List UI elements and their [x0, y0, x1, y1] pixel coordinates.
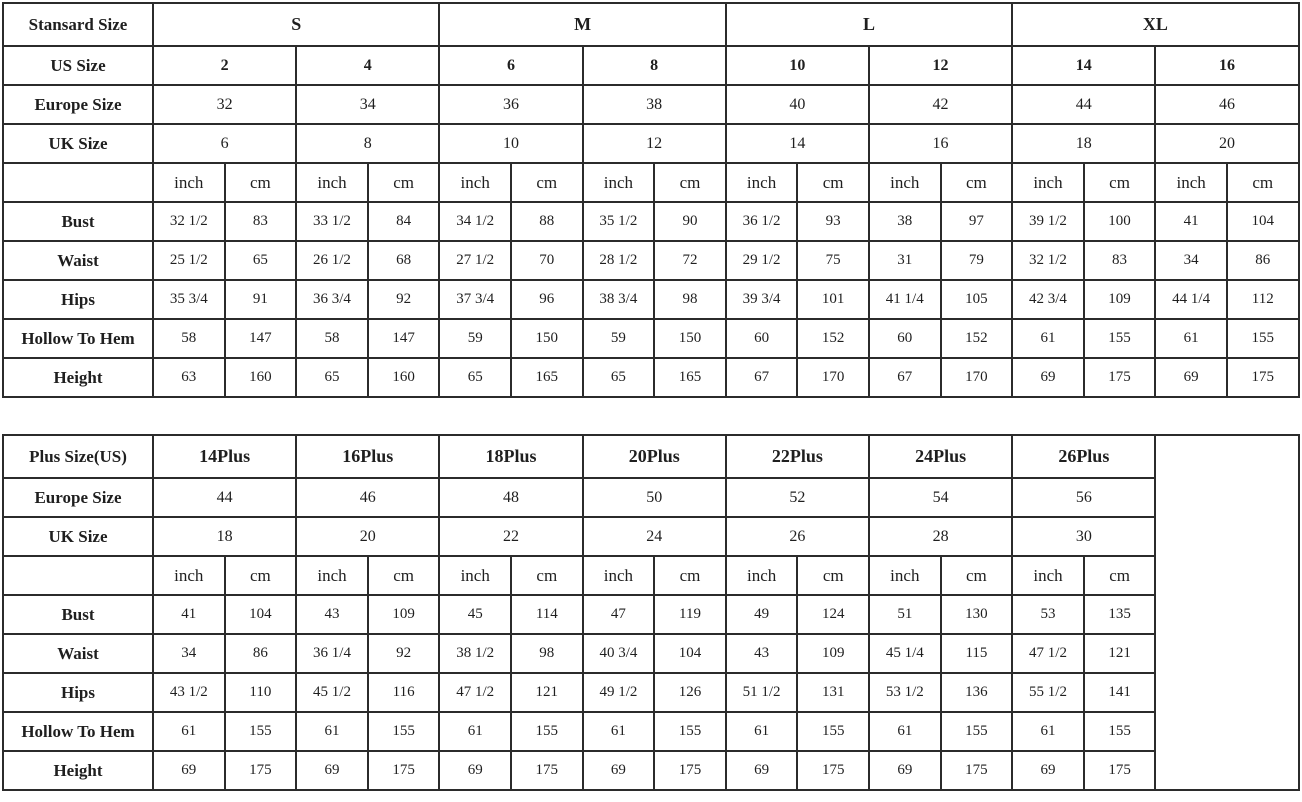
unit-inch-cell: inch	[153, 163, 225, 202]
measure-value-cell: 61	[869, 712, 941, 751]
measure-value-cell: 63	[153, 358, 225, 397]
size-value-cell: 36	[439, 85, 582, 124]
unit-cm-cell: cm	[511, 556, 583, 595]
table-title-cell: Plus Size(US)	[3, 435, 153, 478]
measure-row	[3, 634, 1299, 673]
measure-value-cell: 112	[1227, 280, 1299, 319]
size-value-cell: 8	[583, 46, 726, 85]
group-header-cell: S	[153, 3, 439, 46]
group-header-cell: 16Plus	[296, 435, 439, 478]
measure-value-cell: 53	[1012, 595, 1084, 634]
unit-inch-cell: inch	[726, 163, 798, 202]
plus-size-table	[2, 434, 1300, 791]
measure-value-cell: 93	[797, 202, 869, 241]
size-value-cell: 44	[1012, 85, 1155, 124]
measure-value-cell: 59	[583, 319, 655, 358]
measure-value-cell: 37 3/4	[439, 280, 511, 319]
measure-value-cell: 69	[1012, 358, 1084, 397]
measure-value-cell: 98	[654, 280, 726, 319]
measure-value-cell: 155	[797, 712, 869, 751]
measure-value-cell: 53 1/2	[869, 673, 941, 712]
size-value-cell: 10	[726, 46, 869, 85]
size-value-cell: 46	[296, 478, 439, 517]
measure-row	[3, 712, 1299, 751]
measure-value-cell: 42 3/4	[1012, 280, 1084, 319]
size-row	[3, 517, 1299, 556]
measure-value-cell: 39 1/2	[1012, 202, 1084, 241]
measure-value-cell: 31	[869, 241, 941, 280]
measure-value-cell: 170	[797, 358, 869, 397]
plus-table-body	[3, 435, 1299, 790]
unit-cm-cell: cm	[654, 163, 726, 202]
measure-value-cell: 51	[869, 595, 941, 634]
group-header-cell: 14Plus	[153, 435, 296, 478]
measure-value-cell: 175	[797, 751, 869, 790]
unit-inch-cell: inch	[869, 163, 941, 202]
measure-value-cell: 175	[1084, 751, 1156, 790]
row-label-cell: UK Size	[3, 517, 153, 556]
measure-value-cell: 29 1/2	[726, 241, 798, 280]
size-value-cell: 6	[439, 46, 582, 85]
measure-value-cell: 160	[368, 358, 440, 397]
measure-value-cell: 51 1/2	[726, 673, 798, 712]
unit-inch-cell: inch	[726, 556, 798, 595]
measure-value-cell: 92	[368, 634, 440, 673]
row-label-cell: Europe Size	[3, 85, 153, 124]
size-value-cell: 42	[869, 85, 1012, 124]
group-header-row	[3, 3, 1299, 46]
measure-value-cell: 49	[726, 595, 798, 634]
measure-value-cell: 165	[511, 358, 583, 397]
measure-value-cell: 175	[1227, 358, 1299, 397]
measure-value-cell: 38 3/4	[583, 280, 655, 319]
row-label-cell: Bust	[3, 202, 153, 241]
measure-row	[3, 319, 1299, 358]
measure-value-cell: 155	[654, 712, 726, 751]
measure-value-cell: 36 3/4	[296, 280, 368, 319]
measure-value-cell: 160	[225, 358, 297, 397]
measure-value-cell: 98	[511, 634, 583, 673]
measure-value-cell: 104	[225, 595, 297, 634]
group-header-cell: M	[439, 3, 725, 46]
unit-cm-cell: cm	[225, 163, 297, 202]
measure-value-cell: 121	[1084, 634, 1156, 673]
measure-value-cell: 175	[511, 751, 583, 790]
group-header-cell: 26Plus	[1012, 435, 1155, 478]
unit-cm-cell: cm	[1227, 163, 1299, 202]
measure-value-cell: 79	[941, 241, 1013, 280]
size-value-cell: 14	[1012, 46, 1155, 85]
measure-value-cell: 100	[1084, 202, 1156, 241]
unit-row	[3, 556, 1299, 595]
measure-value-cell: 68	[368, 241, 440, 280]
measure-value-cell: 86	[225, 634, 297, 673]
measure-value-cell: 69	[1012, 751, 1084, 790]
unit-cm-cell: cm	[1084, 556, 1156, 595]
measure-value-cell: 47	[583, 595, 655, 634]
measure-value-cell: 83	[1084, 241, 1156, 280]
group-header-cell: 24Plus	[869, 435, 1012, 478]
unit-inch-cell: inch	[583, 556, 655, 595]
size-value-cell: 20	[1155, 124, 1298, 163]
size-value-cell: 50	[583, 478, 726, 517]
unit-row	[3, 163, 1299, 202]
size-value-cell: 14	[726, 124, 869, 163]
unit-inch-cell: inch	[869, 556, 941, 595]
row-label-cell: Hollow To Hem	[3, 712, 153, 751]
unit-inch-cell: inch	[296, 163, 368, 202]
measure-value-cell: 26 1/2	[296, 241, 368, 280]
measure-value-cell: 84	[368, 202, 440, 241]
size-value-cell: 38	[583, 85, 726, 124]
row-label-cell: Waist	[3, 634, 153, 673]
measure-value-cell: 43 1/2	[153, 673, 225, 712]
standard-size-table	[2, 2, 1300, 398]
size-value-cell: 30	[1012, 517, 1155, 556]
measure-value-cell: 97	[941, 202, 1013, 241]
unit-cm-cell: cm	[797, 556, 869, 595]
measure-value-cell: 40 3/4	[583, 634, 655, 673]
table-title-cell: Stansard Size	[3, 3, 153, 46]
measure-value-cell: 65	[225, 241, 297, 280]
measure-value-cell: 36 1/4	[296, 634, 368, 673]
measure-value-cell: 39 3/4	[726, 280, 798, 319]
unit-inch-cell: inch	[583, 163, 655, 202]
row-label-cell: Waist	[3, 241, 153, 280]
measure-value-cell: 43	[296, 595, 368, 634]
measure-value-cell: 92	[368, 280, 440, 319]
measure-value-cell: 88	[511, 202, 583, 241]
size-value-cell: 52	[726, 478, 869, 517]
measure-value-cell: 135	[1084, 595, 1156, 634]
measure-value-cell: 67	[726, 358, 798, 397]
measure-value-cell: 110	[225, 673, 297, 712]
group-header-cell: 20Plus	[583, 435, 726, 478]
unit-cm-cell: cm	[511, 163, 583, 202]
size-value-cell: 16	[869, 124, 1012, 163]
measure-value-cell: 104	[654, 634, 726, 673]
measure-value-cell: 61	[439, 712, 511, 751]
measure-value-cell: 69	[153, 751, 225, 790]
group-header-cell: 22Plus	[726, 435, 869, 478]
size-value-cell: 2	[153, 46, 296, 85]
unit-inch-cell: inch	[296, 556, 368, 595]
measure-row	[3, 673, 1299, 712]
size-value-cell: 32	[153, 85, 296, 124]
measure-value-cell: 32 1/2	[1012, 241, 1084, 280]
measure-row	[3, 751, 1299, 790]
unit-inch-cell: inch	[153, 556, 225, 595]
measure-value-cell: 141	[1084, 673, 1156, 712]
measure-value-cell: 147	[368, 319, 440, 358]
measure-value-cell: 61	[153, 712, 225, 751]
measure-value-cell: 155	[1227, 319, 1299, 358]
measure-value-cell: 58	[296, 319, 368, 358]
measure-value-cell: 152	[941, 319, 1013, 358]
measure-value-cell: 114	[511, 595, 583, 634]
row-label-cell: UK Size	[3, 124, 153, 163]
row-label-cell: Bust	[3, 595, 153, 634]
group-header-cell: L	[726, 3, 1012, 46]
measure-row	[3, 202, 1299, 241]
measure-value-cell: 38	[869, 202, 941, 241]
size-value-cell: 48	[439, 478, 582, 517]
measure-value-cell: 60	[726, 319, 798, 358]
unit-inch-cell: inch	[439, 556, 511, 595]
measure-value-cell: 96	[511, 280, 583, 319]
size-value-cell: 22	[439, 517, 582, 556]
size-value-cell: 34	[296, 85, 439, 124]
measure-value-cell: 69	[296, 751, 368, 790]
row-label-cell: Height	[3, 358, 153, 397]
measure-value-cell: 116	[368, 673, 440, 712]
size-value-cell: 24	[583, 517, 726, 556]
measure-value-cell: 27 1/2	[439, 241, 511, 280]
measure-value-cell: 61	[296, 712, 368, 751]
row-label-cell: Europe Size	[3, 478, 153, 517]
measure-row	[3, 595, 1299, 634]
measure-value-cell: 91	[225, 280, 297, 319]
measure-row	[3, 280, 1299, 319]
group-header-cell: XL	[1012, 3, 1298, 46]
measure-value-cell: 150	[654, 319, 726, 358]
row-label-cell: Hollow To Hem	[3, 319, 153, 358]
measure-value-cell: 136	[941, 673, 1013, 712]
measure-value-cell: 155	[225, 712, 297, 751]
unit-cm-cell: cm	[941, 163, 1013, 202]
measure-value-cell: 69	[726, 751, 798, 790]
size-value-cell: 44	[153, 478, 296, 517]
measure-value-cell: 61	[583, 712, 655, 751]
measure-value-cell: 34	[1155, 241, 1227, 280]
size-value-cell: 56	[1012, 478, 1155, 517]
measure-row	[3, 241, 1299, 280]
size-value-cell: 16	[1155, 46, 1298, 85]
size-value-cell: 18	[153, 517, 296, 556]
measure-value-cell: 130	[941, 595, 1013, 634]
measure-value-cell: 65	[583, 358, 655, 397]
empty-cell	[1155, 435, 1298, 790]
unit-inch-cell: inch	[1012, 556, 1084, 595]
measure-value-cell: 119	[654, 595, 726, 634]
unit-cm-cell: cm	[1084, 163, 1156, 202]
size-value-cell: 12	[583, 124, 726, 163]
measure-value-cell: 67	[869, 358, 941, 397]
measure-value-cell: 175	[941, 751, 1013, 790]
measure-value-cell: 35 1/2	[583, 202, 655, 241]
measure-value-cell: 152	[797, 319, 869, 358]
measure-value-cell: 69	[1155, 358, 1227, 397]
measure-value-cell: 105	[941, 280, 1013, 319]
standard-table-body	[3, 3, 1299, 397]
measure-value-cell: 41	[153, 595, 225, 634]
measure-value-cell: 70	[511, 241, 583, 280]
size-value-cell: 40	[726, 85, 869, 124]
measure-value-cell: 104	[1227, 202, 1299, 241]
size-row	[3, 124, 1299, 163]
measure-value-cell: 69	[583, 751, 655, 790]
unit-cm-cell: cm	[654, 556, 726, 595]
measure-value-cell: 41	[1155, 202, 1227, 241]
size-value-cell: 20	[296, 517, 439, 556]
measure-value-cell: 109	[797, 634, 869, 673]
measure-value-cell: 61	[1012, 712, 1084, 751]
size-value-cell: 46	[1155, 85, 1298, 124]
measure-value-cell: 45 1/4	[869, 634, 941, 673]
measure-value-cell: 155	[1084, 712, 1156, 751]
measure-value-cell: 38 1/2	[439, 634, 511, 673]
unit-cm-cell: cm	[368, 163, 440, 202]
measure-value-cell: 175	[1084, 358, 1156, 397]
measure-value-cell: 101	[797, 280, 869, 319]
measure-value-cell: 59	[439, 319, 511, 358]
size-value-cell: 6	[153, 124, 296, 163]
measure-value-cell: 75	[797, 241, 869, 280]
measure-value-cell: 61	[726, 712, 798, 751]
measure-value-cell: 155	[511, 712, 583, 751]
measure-value-cell: 65	[296, 358, 368, 397]
measure-value-cell: 83	[225, 202, 297, 241]
measure-value-cell: 175	[225, 751, 297, 790]
measure-value-cell: 55 1/2	[1012, 673, 1084, 712]
measure-value-cell: 131	[797, 673, 869, 712]
row-label-cell: Hips	[3, 280, 153, 319]
measure-value-cell: 115	[941, 634, 1013, 673]
measure-value-cell: 25 1/2	[153, 241, 225, 280]
measure-value-cell: 126	[654, 673, 726, 712]
measure-value-cell: 86	[1227, 241, 1299, 280]
blank-label-cell	[3, 163, 153, 202]
measure-value-cell: 155	[941, 712, 1013, 751]
measure-value-cell: 43	[726, 634, 798, 673]
size-value-cell: 4	[296, 46, 439, 85]
size-value-cell: 54	[869, 478, 1012, 517]
size-value-cell: 12	[869, 46, 1012, 85]
measure-value-cell: 34 1/2	[439, 202, 511, 241]
group-header-cell: 18Plus	[439, 435, 582, 478]
measure-value-cell: 35 3/4	[153, 280, 225, 319]
measure-value-cell: 155	[1084, 319, 1156, 358]
measure-value-cell: 121	[511, 673, 583, 712]
measure-value-cell: 45	[439, 595, 511, 634]
size-row	[3, 46, 1299, 85]
blank-label-cell	[3, 556, 153, 595]
measure-row	[3, 358, 1299, 397]
measure-value-cell: 109	[368, 595, 440, 634]
measure-value-cell: 175	[368, 751, 440, 790]
measure-value-cell: 49 1/2	[583, 673, 655, 712]
measure-value-cell: 44 1/4	[1155, 280, 1227, 319]
measure-value-cell: 69	[439, 751, 511, 790]
size-value-cell: 28	[869, 517, 1012, 556]
size-value-cell: 10	[439, 124, 582, 163]
size-value-cell: 18	[1012, 124, 1155, 163]
measure-value-cell: 147	[225, 319, 297, 358]
row-label-cell: Height	[3, 751, 153, 790]
size-value-cell: 26	[726, 517, 869, 556]
size-row	[3, 85, 1299, 124]
group-header-row	[3, 435, 1299, 478]
unit-cm-cell: cm	[225, 556, 297, 595]
unit-inch-cell: inch	[1155, 163, 1227, 202]
measure-value-cell: 69	[869, 751, 941, 790]
measure-value-cell: 175	[654, 751, 726, 790]
measure-value-cell: 47 1/2	[439, 673, 511, 712]
measure-value-cell: 45 1/2	[296, 673, 368, 712]
row-label-cell: Hips	[3, 673, 153, 712]
measure-value-cell: 33 1/2	[296, 202, 368, 241]
measure-value-cell: 150	[511, 319, 583, 358]
unit-cm-cell: cm	[941, 556, 1013, 595]
unit-cm-cell: cm	[797, 163, 869, 202]
measure-value-cell: 60	[869, 319, 941, 358]
measure-value-cell: 170	[941, 358, 1013, 397]
unit-cm-cell: cm	[368, 556, 440, 595]
measure-value-cell: 47 1/2	[1012, 634, 1084, 673]
measure-value-cell: 72	[654, 241, 726, 280]
measure-value-cell: 61	[1012, 319, 1084, 358]
measure-value-cell: 34	[153, 634, 225, 673]
measure-value-cell: 124	[797, 595, 869, 634]
measure-value-cell: 90	[654, 202, 726, 241]
unit-inch-cell: inch	[1012, 163, 1084, 202]
size-value-cell: 8	[296, 124, 439, 163]
row-label-cell: US Size	[3, 46, 153, 85]
measure-value-cell: 109	[1084, 280, 1156, 319]
measure-value-cell: 36 1/2	[726, 202, 798, 241]
unit-inch-cell: inch	[439, 163, 511, 202]
measure-value-cell: 28 1/2	[583, 241, 655, 280]
measure-value-cell: 65	[439, 358, 511, 397]
measure-value-cell: 61	[1155, 319, 1227, 358]
size-row	[3, 478, 1299, 517]
measure-value-cell: 32 1/2	[153, 202, 225, 241]
measure-value-cell: 41 1/4	[869, 280, 941, 319]
measure-value-cell: 58	[153, 319, 225, 358]
measure-value-cell: 155	[368, 712, 440, 751]
measure-value-cell: 165	[654, 358, 726, 397]
